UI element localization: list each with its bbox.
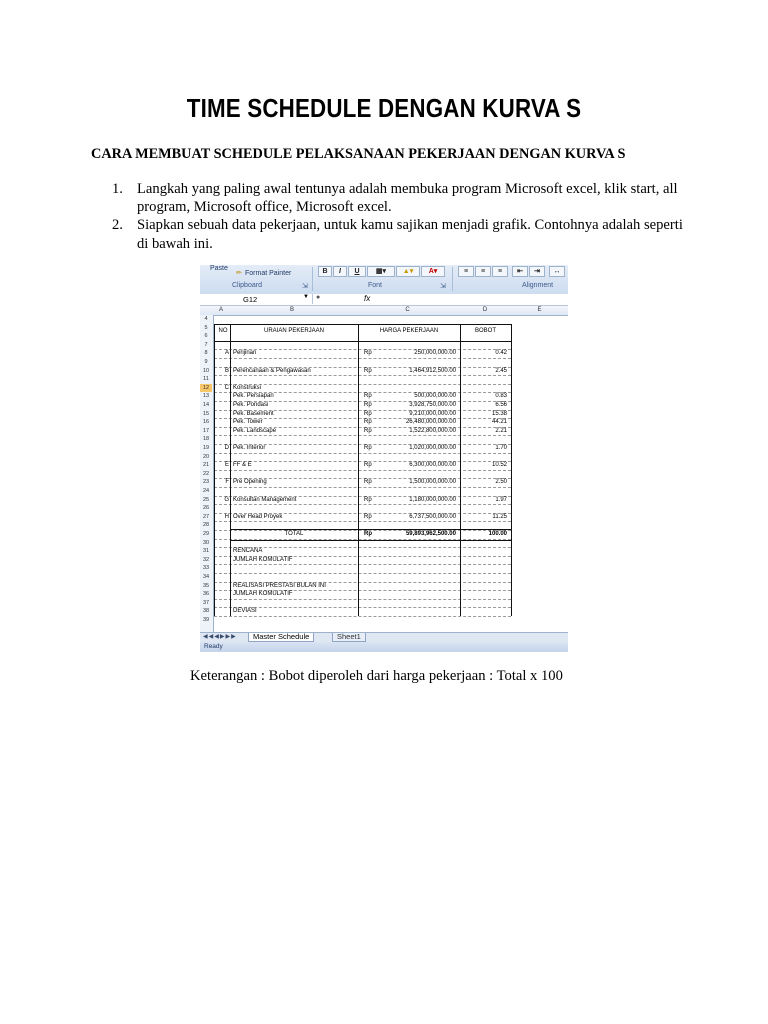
cell-uraian: Pek. Basement xyxy=(233,410,274,417)
cell-harga: 1,500,000,000.00 xyxy=(409,479,456,486)
formula-bar xyxy=(200,294,568,306)
row-number[interactable]: 37 xyxy=(202,599,210,606)
row-number[interactable]: 11 xyxy=(203,376,209,383)
row-gridline xyxy=(214,504,511,505)
cell-uraian: Konstruksi xyxy=(233,384,262,391)
row-number[interactable]: 25 xyxy=(202,496,210,503)
row-number[interactable]: 27 xyxy=(202,513,210,520)
cell-rp: Rp xyxy=(364,513,372,520)
fill-color-button[interactable]: ▲▾ xyxy=(396,266,420,277)
row-gridline xyxy=(214,435,511,436)
row-number[interactable]: 24 xyxy=(202,488,210,494)
cell-uraian: FF & E xyxy=(233,462,252,469)
row-number[interactable]: 18 xyxy=(202,436,210,443)
row-number[interactable]: 28 xyxy=(202,522,210,529)
cell-rp: Rp xyxy=(364,367,372,374)
row-number[interactable]: 36 xyxy=(202,591,210,598)
cell-uraian: Over Head Proyek xyxy=(233,513,283,520)
cell-uraian: Pre Opening xyxy=(233,479,267,486)
fx-icon[interactable]: fx xyxy=(364,294,371,303)
cell-no: B xyxy=(224,367,229,374)
cell-uraian: REALISASI PRESTASI BULAN INI xyxy=(233,582,326,589)
cell-bobot: 1.70 xyxy=(495,445,507,451)
cell-uraian: Pek. Persiapan xyxy=(233,393,274,400)
cell-harga: 6,737,500,000.00 xyxy=(409,513,456,520)
align-right-icon[interactable]: ≡ xyxy=(492,266,508,277)
bold-button[interactable]: B xyxy=(318,266,332,277)
cell-rp: Rp xyxy=(364,531,372,537)
step-number: 2. xyxy=(112,217,123,234)
row-number[interactable]: 9 xyxy=(204,359,208,365)
row-number[interactable]: 21 xyxy=(202,462,210,469)
cell-harga: 500,000,000.00 xyxy=(414,393,456,400)
clipboard-group-label: Clipboard xyxy=(232,282,262,289)
row-number[interactable]: 5 xyxy=(204,324,208,331)
cell-harga: 1,020,000,000.00 xyxy=(409,445,456,451)
cell-rp: Rp xyxy=(364,427,372,434)
cell-no: A xyxy=(224,350,229,357)
tab-sheet1[interactable]: Sheet1 xyxy=(332,633,366,642)
section-subtitle: CARA MEMBUAT SCHEDULE PELAKSANAAN PEKERJAAN DENGAN KURVA S xyxy=(91,146,626,162)
header-uraian: URAIAN PEKERJAAN xyxy=(263,327,324,334)
step-number: 1. xyxy=(112,181,123,197)
alignment-group-label: Alignment xyxy=(522,282,554,289)
dialog-launcher-icon[interactable]: ⇲ xyxy=(302,283,308,290)
table-border xyxy=(511,324,512,616)
cell-no: D xyxy=(224,445,229,451)
align-left-icon[interactable]: ≡ xyxy=(458,266,474,277)
cell-bobot: 6.56 xyxy=(495,402,507,408)
font-group-label: Font xyxy=(368,282,383,289)
tab-master-schedule[interactable]: Master Schedule xyxy=(248,633,314,642)
sheet-tab-bar xyxy=(200,632,568,642)
cell-uraian: Pek. Interior xyxy=(233,445,266,451)
status-text: Ready xyxy=(204,643,223,650)
row-number[interactable]: 17 xyxy=(202,427,210,434)
italic-button[interactable]: I xyxy=(333,266,347,277)
format-painter-icon: ✏ xyxy=(236,270,242,277)
step-text: Langkah yang paling awal tentunya adalah membuka program Microsoft excel, klik start, all program, Microsoft office, Microsoft excel. xyxy=(137,181,678,216)
row-gridline xyxy=(214,487,511,488)
cell-harga: 3,928,750,000.00 xyxy=(409,402,456,408)
table-border xyxy=(460,324,461,616)
row-number[interactable]: 26 xyxy=(202,505,210,512)
row-number[interactable]: 23 xyxy=(202,479,210,486)
row-number[interactable]: 22 xyxy=(202,470,210,477)
table-border xyxy=(230,324,231,616)
table-border xyxy=(214,324,511,325)
format-painter-button[interactable]: Format Painter xyxy=(245,270,292,277)
dialog-launcher-icon[interactable]: ⇲ xyxy=(440,283,446,290)
row-number[interactable]: 14 xyxy=(202,402,210,408)
caption: Keterangan : Bobot diperoleh dari harga pekerjaan : Total x 100 xyxy=(190,668,563,684)
cell-uraian: Perencanaan & Pengawasan xyxy=(233,367,311,374)
row-number[interactable]: 7 xyxy=(204,341,208,348)
table-border xyxy=(230,540,511,541)
row-number[interactable]: 39 xyxy=(202,617,210,623)
column-header[interactable]: B xyxy=(289,307,294,313)
header-no: NO xyxy=(218,327,228,334)
cell-bobot: 15.38 xyxy=(491,410,507,417)
cell-harga: 1,522,800,000.00 xyxy=(409,427,456,434)
step-item xyxy=(112,216,692,252)
align-center-icon[interactable]: ≡ xyxy=(475,266,491,277)
row-gridline xyxy=(214,453,511,454)
row-gridline xyxy=(214,470,511,471)
cell-bobot: 2.45 xyxy=(495,367,507,374)
row-gridline xyxy=(214,607,511,608)
cell-uraian: JUMLAH KOMULATIF xyxy=(233,591,293,598)
header-bobot: BOBOT xyxy=(474,327,496,334)
cell-harga: 1,464,912,500.00 xyxy=(409,367,456,374)
row-number[interactable]: 31 xyxy=(202,548,210,555)
column-header[interactable]: C xyxy=(405,307,410,313)
ribbon-separator xyxy=(452,267,453,291)
spreadsheet-grid[interactable] xyxy=(214,315,568,632)
cell-harga: 26,480,000,000.00 xyxy=(405,419,456,426)
cell-no: C xyxy=(224,384,229,391)
row-number[interactable]: 32 xyxy=(202,556,210,563)
cell-no: F xyxy=(225,479,229,486)
row-number[interactable]: 16 xyxy=(202,419,210,426)
excel-ribbon xyxy=(200,265,568,295)
cell-bobot: 100.00 xyxy=(488,531,507,537)
cell-no: E xyxy=(224,462,229,469)
column-header[interactable]: A xyxy=(218,307,223,313)
cell-rp: Rp xyxy=(364,393,372,400)
name-box[interactable] xyxy=(200,294,313,304)
row-gridline xyxy=(214,375,511,376)
row-number[interactable]: 35 xyxy=(202,582,210,589)
row-number[interactable]: 30 xyxy=(202,539,210,546)
cell-harga: 59,893,962,500.00 xyxy=(405,531,456,537)
row-gridline xyxy=(214,573,511,574)
row-headers xyxy=(200,315,214,632)
column-header[interactable]: E xyxy=(537,307,542,313)
borders-button[interactable]: ▦▾ xyxy=(367,266,395,277)
status-bar xyxy=(200,642,568,652)
sheet-nav-arrows-icon[interactable]: ◀◀◀▶▶▶ xyxy=(203,634,237,640)
formula-cancel-icon[interactable]: ● xyxy=(316,294,321,301)
row-number[interactable]: 13 xyxy=(202,393,210,400)
paste-button[interactable]: Paste xyxy=(210,265,228,272)
table-border xyxy=(214,341,511,342)
steps-list xyxy=(112,180,692,253)
cell-bobot: 44.21 xyxy=(491,419,507,426)
row-gridline xyxy=(214,358,511,359)
cell-no: H xyxy=(224,513,229,520)
row-number[interactable]: 38 xyxy=(202,608,210,615)
cell-rp: Rp xyxy=(364,479,372,486)
cell-bobot: 11.25 xyxy=(492,513,507,520)
cell-bobot: 1.97 xyxy=(495,496,507,503)
chevron-down-icon[interactable]: ▼ xyxy=(303,294,309,300)
cell-bobot: 0.83 xyxy=(495,393,507,400)
cell-uraian: JUMLAH KOMULATIF xyxy=(233,556,293,563)
row-number[interactable]: 29 xyxy=(202,531,210,537)
cell-bobot: 2.50 xyxy=(495,479,507,486)
decrease-indent-icon[interactable]: ⇤ xyxy=(512,266,528,277)
row-number[interactable]: 20 xyxy=(202,453,210,460)
underline-button[interactable]: U xyxy=(348,266,366,277)
row-gridline xyxy=(214,599,511,600)
step-item xyxy=(112,180,692,216)
cell-rp: Rp xyxy=(364,419,372,426)
row-number[interactable]: 19 xyxy=(202,445,210,451)
row-number[interactable]: 8 xyxy=(204,350,208,357)
row-number[interactable]: 10 xyxy=(202,367,210,374)
row-number[interactable]: 4 xyxy=(204,316,208,322)
table-border xyxy=(230,529,511,530)
cell-rp: Rp xyxy=(364,410,372,417)
cell-uraian: DEVIASI xyxy=(233,608,257,615)
table-border xyxy=(358,324,359,616)
cell-uraian: TOTAL xyxy=(284,531,304,537)
excel-screenshot xyxy=(200,265,568,652)
name-box-value: G12 xyxy=(243,295,258,304)
header-harga: HARGA PEKERJAAN xyxy=(379,327,439,334)
cell-uraian: Pek. Pondasi xyxy=(233,402,269,408)
row-gridline xyxy=(214,564,511,565)
row-gridline xyxy=(214,616,511,617)
cell-harga: 1,180,000,000.00 xyxy=(409,496,456,503)
cell-rp: Rp xyxy=(364,462,372,469)
row-number[interactable]: 33 xyxy=(202,565,210,572)
row-number[interactable]: 6 xyxy=(204,333,208,340)
row-number[interactable]: 12 xyxy=(200,384,212,393)
column-header[interactable]: D xyxy=(482,307,488,313)
font-color-button[interactable]: A▾ xyxy=(421,266,445,277)
cell-harga: 9,210,000,000.00 xyxy=(409,410,456,417)
cell-no: G xyxy=(224,496,229,503)
cell-uraian: Pek. Landscape xyxy=(233,427,277,434)
page-title: TIME SCHEDULE DENGAN KURVA S xyxy=(186,93,582,123)
cell-rp: Rp xyxy=(364,402,372,408)
row-gridline xyxy=(214,521,511,522)
ribbon-separator xyxy=(312,267,313,291)
cell-uraian: Pek. Tower xyxy=(233,419,263,426)
cell-bobot: 2.21 xyxy=(495,427,507,434)
cell-bobot: 0.42 xyxy=(495,350,507,357)
merge-center-icon[interactable]: ↔ xyxy=(549,266,565,277)
cell-bobot: 10.52 xyxy=(491,462,507,469)
cell-harga: 250,000,000.00 xyxy=(414,350,456,357)
cell-rp: Rp xyxy=(364,445,372,451)
cell-rp: Rp xyxy=(364,496,372,503)
step-text: Siapkan sebuah data pekerjaan, untuk kamu sajikan menjadi grafik. Contohnya adalah seperti di bawah ini. xyxy=(137,217,683,252)
cell-rp: Rp xyxy=(364,350,372,357)
cell-uraian: Konsultan Management xyxy=(233,496,297,503)
cell-harga: 6,300,000,000.00 xyxy=(409,462,456,469)
cell-uraian: RENCANA xyxy=(233,548,263,555)
increase-indent-icon[interactable]: ⇥ xyxy=(529,266,545,277)
row-number[interactable]: 15 xyxy=(202,410,210,417)
cell-uraian: Perijinan xyxy=(233,350,257,357)
row-number[interactable]: 34 xyxy=(202,574,210,580)
